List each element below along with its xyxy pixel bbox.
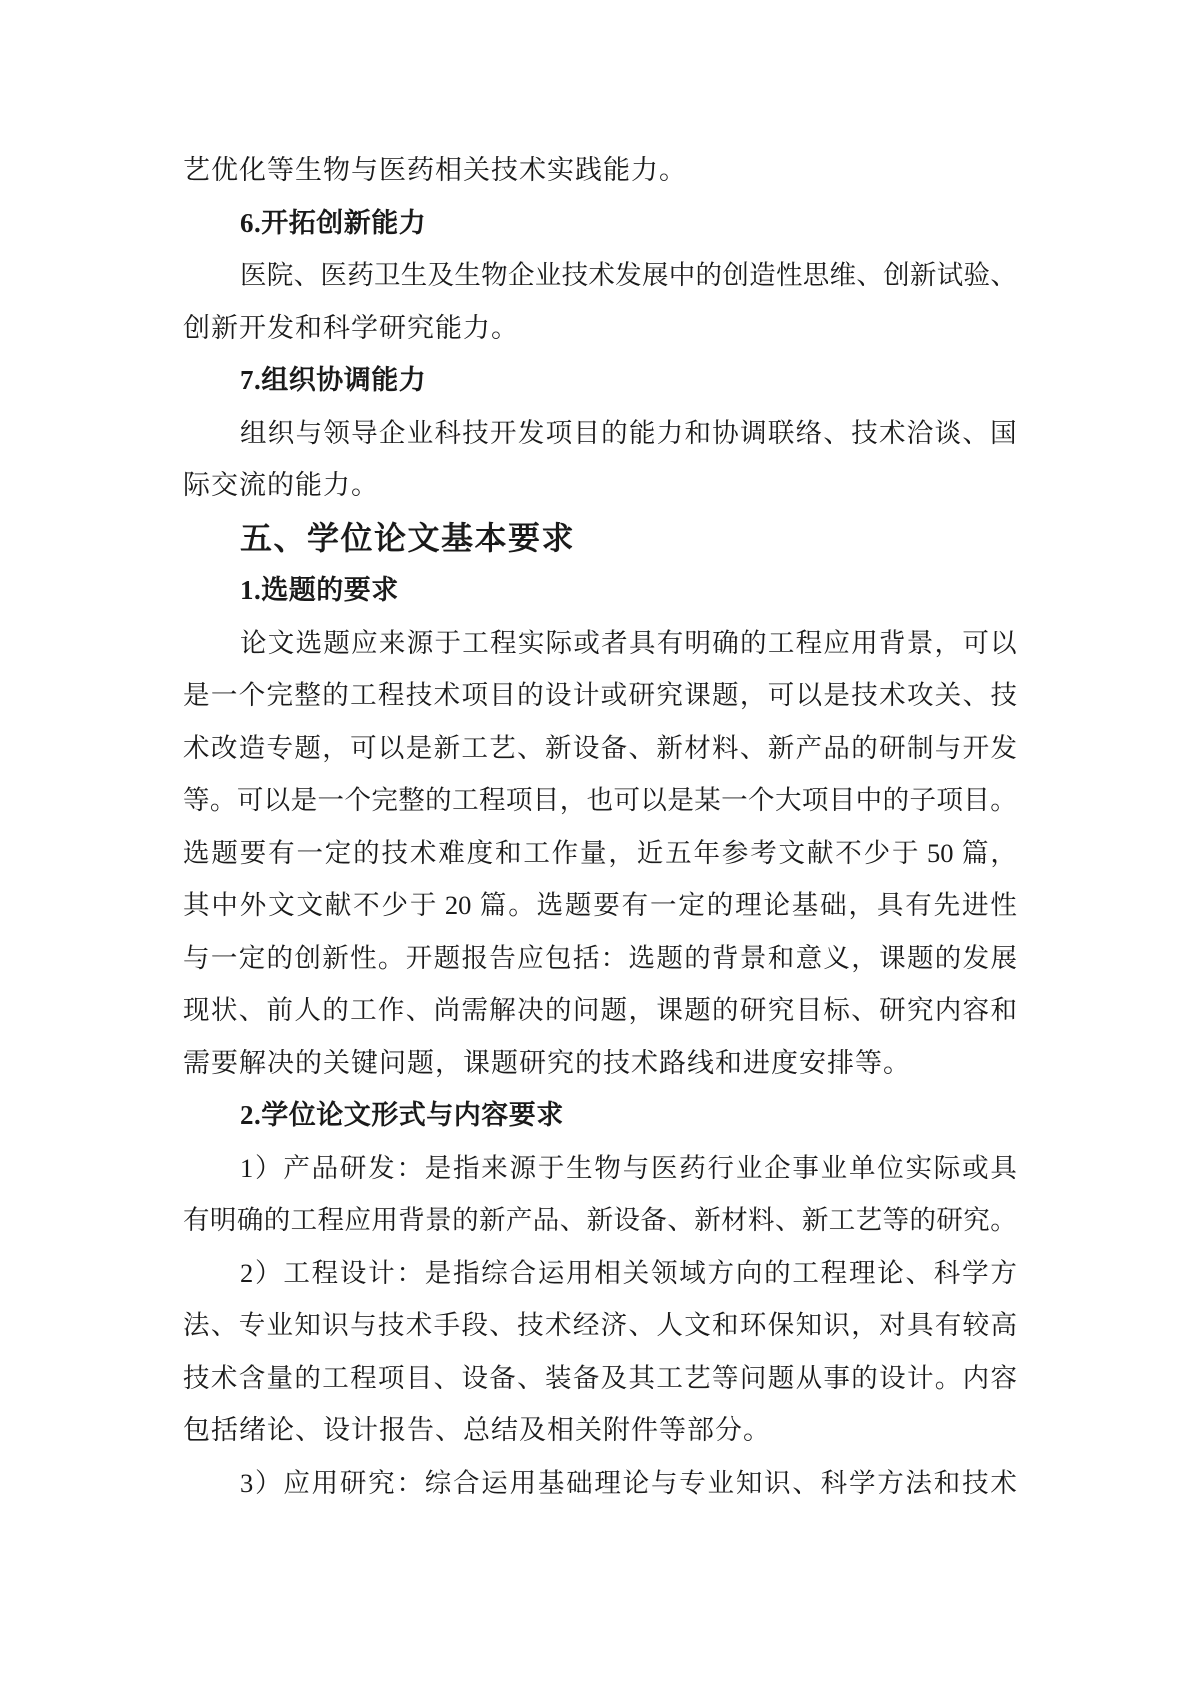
text-line: 2 ） 工 程 设 计 ： 是 指 综 合 运 用 相 关 领 域 方 向 的 工 程 理 论 、 科 学 方	[240, 1257, 1017, 1288]
text-line: 法 、 专 业 知 识 与 技 术 手 段 、 技 术 经 济 、 人 文 和 环 保 知 识 ， 对 具 有 较 高	[183, 1310, 1017, 1340]
text-line: 艺优化等生物与医药相关技术实践能力。	[183, 155, 687, 185]
text-line: 3 ） 应 用 研 究 ： 综 合 运 用 基 础 理 论 与 专 业 知 识 、 科 学 方 法 和 技 术	[240, 1467, 1017, 1498]
section-heading: 五、学位论文基本要求	[240, 519, 576, 556]
sub-heading: 6.开拓创新能力	[240, 207, 427, 238]
text-line: 现 状 、 前 人 的 工 作 、 尚 需 解 决 的 问 题 ， 课 题 的 研 究 目 标 、 研 究 内 容 和	[183, 995, 1017, 1025]
text-line: 需要解决的关键问题，课题研究的技术路线和进度安排等。	[183, 1047, 911, 1078]
text-line: 是 一 个 完 整 的 工 程 技 术 项 目 的 设 计 或 研 究 课 题 ， 可 以 是 技 术 攻 关 、 技	[183, 680, 1017, 710]
text-line: 1 ） 产 品 研 发 ： 是 指 来 源 于 生 物 与 医 药 行 业 企 事 业 单 位 实 际 或 具	[240, 1152, 1017, 1183]
text-line: 医 院 、 医 药 卫 生 及 生 物 企 业 技 术 发 展 中 的 创 造 性 思 维 、 创 新 试 验 、	[240, 260, 1017, 290]
text-line: 组 织 与 领 导 企 业 科 技 开 发 项 目 的 能 力 和 协 调 联 络 、 技 术 洽 谈 、 国	[240, 417, 1017, 448]
text-line: 际交流的能力。	[183, 470, 379, 500]
text-line: 创新开发和科学研究能力。	[183, 312, 519, 343]
text-line: 等 。 可 以 是 一 个 完 整 的 工 程 项 目 ， 也 可 以 是 某 一 个 大 项 目 中 的 子 项 目 。	[183, 785, 1017, 815]
text-line: 论 文 选 题 应 来 源 于 工 程 实 际 或 者 具 有 明 确 的 工 程 应 用 背 景 ， 可 以	[240, 627, 1017, 658]
text-line: 与 一 定 的 创 新 性 。 开 题 报 告 应 包 括 ： 选 题 的 背 景 和 意 义 ， 课 题 的 发 展	[183, 942, 1017, 973]
text-line: 选 题 要 有 一 定 的 技 术 难 度 和 工 作 量 ， 近 五 年 参 考 文 献 不 少 于 50 篇 ，	[183, 837, 1017, 868]
sub-heading: 7.组织协调能力	[240, 365, 427, 395]
sub-heading: 1.选题的要求	[240, 575, 399, 605]
text-line: 包括绪论、设计报告、总结及相关附件等部分。	[183, 1415, 771, 1445]
text-line: 其 中 外 文 文 献 不 少 于 20 篇 。 选 题 要 有 一 定 的 理 论 基 础 ， 具 有 先 进 性	[183, 890, 1017, 920]
text-line: 有 明 确 的 工 程 应 用 背 景 的 新 产 品 、 新 设 备 、 新 材 料 、 新 工 艺 等 的 研 究 。	[183, 1205, 1017, 1235]
text-line: 技 术 含 量 的 工 程 项 目 、 设 备 、 装 备 及 其 工 艺 等 问 题 从 事 的 设 计 。 内 容	[183, 1362, 1017, 1393]
sub-heading: 2.学位论文形式与内容要求	[240, 1100, 564, 1130]
text-line: 术 改 造 专 题 ， 可 以 是 新 工 艺 、 新 设 备 、 新 材 料 、 新 产 品 的 研 制 与 开 发	[183, 732, 1017, 763]
